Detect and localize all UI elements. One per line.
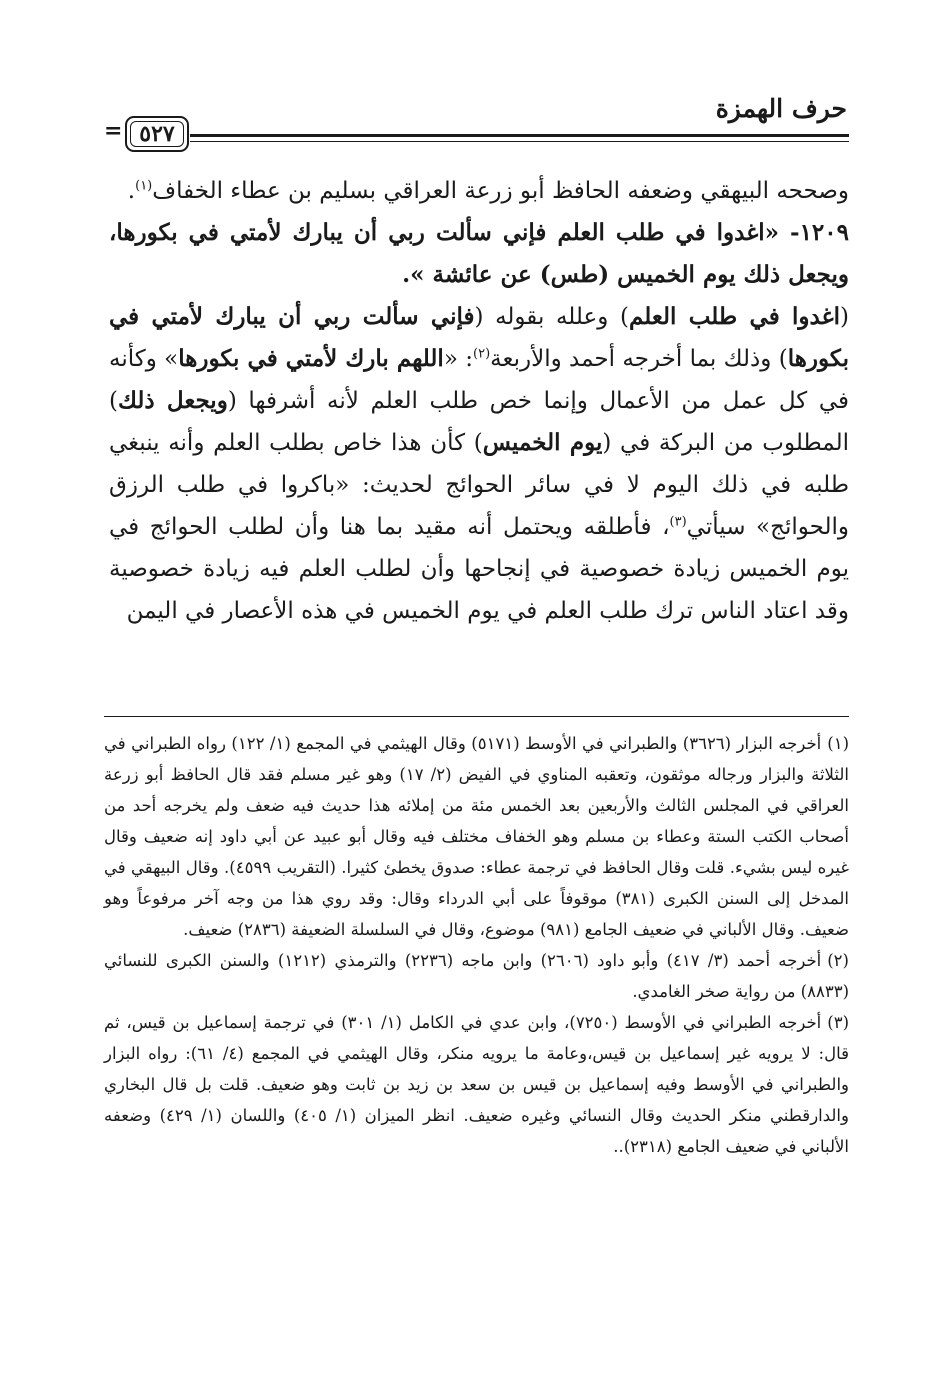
footnote-ref-3: (٣): [669, 514, 687, 530]
commentary-quote: اغدوا في طلب العلم: [628, 303, 841, 330]
paragraph-commentary: [109, 296, 849, 632]
commentary-quote: اللهم بارك لأمتي في بكورها: [178, 345, 444, 372]
footnote-text: أخرجه أحمد (٣/ ٤١٧) وأبو داود (٢٦٠٦) وابن ماجه (٢٢٣٦) والترمذي (١٢١٢) والسنن الكبرى للنسائي (٨٨٣٣) من رواية صخر الغامدي.: [104, 951, 849, 1001]
commentary-text: ) المطلوب من البركة في (: [109, 388, 849, 456]
footnote-1: [104, 728, 849, 945]
commentary-text: : «: [443, 346, 473, 372]
footnote-text: أخرجه الطبراني في الأوسط (٧٢٥٠)، وابن عدي في الكامل (١/ ٣٠١) في ترجمة إسماعيل بن قيس، ثم قال: لا يرويه غير إسماعيل بن قيس،وعامة ما يرويه منكر، وقال الهيثمي في المجمع (٤/ ٦١): رواه البزار والطبراني في الأوسط وفيه إسماعيل بن قيس بن سعد بن زيد بن ثابت وهو ضعيف. قلت بل قال البخاري والدارقطني منكر الحديث وقال النسائي وغيره ضعيف. انظر الميزان (١/ ٤٠٥) واللسان (١/ ٤٢٩) وضعفه الألباني في ضعيف الجامع (٢٣١٨)..: [104, 1013, 849, 1156]
page-number: ٥٢٧: [125, 116, 189, 152]
intro-text: وصححه البيهقي وضعفه الحافظ أبو زرعة العراقي بسليم بن عطاء الخفاف: [152, 178, 849, 204]
footnote-label: (١): [827, 734, 850, 753]
commentary-text: ) كأن هذا خاص بطلب العلم وأنه ينبغي طلبه في ذلك اليوم لا في سائر الحوائج لحديث: «باكروا في طلب الرزق والحوائج» سيأتي: [109, 430, 850, 540]
footnote-label: (٢): [827, 951, 849, 970]
footnote-text: أخرجه البزار (٣٦٢٦) والطبراني في الأوسط (٥١٧١) وقال الهيثمي في المجمع (١/ ١٢٢) رواه الطبراني في الثلاثة والبزار ورجاله موثقون، وتعقبه المناوي في الفيض (٢/ ١٧) وهو غير مسلم فقد قال الحافظ أبو زرعة العراقي في المجلس الثالث والأربعين بعد الخمس مئة من إملائه هذا حديث فيه ضعف ولم يخرجه أحد من أصحاب الكتب الستة وعطاء بن مسلم وهو الخفاف مختلف فيه وقال أبو عبيد عن أبي داود إنه ضعيف وقال غيره ليس بشيء. قلت وقال الحافظ في ترجمة عطاء: صدوق يخطئ كثيرا. (التقريب ٤٥٩٩). وقال البيهقي في المدخل إلى السنن الكبرى (٣٨١) موقوفاً على أبي الدرداء وقال: وقد روي هذا من وجه آخر مرفوعاً وهو ضعيف. وقال الألباني في ضعيف الجامع (٩٨١) موضوع، وقال في السلسلة الضعيفة (٢٨٣٦) ضعيف.: [104, 734, 849, 939]
footnote-ref-2: (٢): [473, 346, 491, 362]
commentary-quote: فإني سألت ربي أن يبارك لأمتي في بكورها: [109, 303, 849, 372]
chapter-title: حرف الهمزة: [715, 94, 847, 123]
footnote-separator: [104, 716, 849, 717]
hadith-text: ١٢٠٩- «اغدوا في طلب العلم فإني سألت ربي أن يبارك لأمتي في بكورها، ويجعل ذلك يوم الخميس (طس) عن عائشة ».: [109, 219, 849, 288]
header-rule: [190, 134, 849, 142]
footnote-ref-1: (١): [135, 178, 153, 194]
footnote-label: (٣): [827, 1013, 850, 1032]
footnotes: [104, 728, 849, 1162]
commentary-text: (: [840, 304, 849, 330]
footnote-3: [104, 1007, 849, 1162]
intro-end: .: [127, 178, 136, 204]
commentary-text: » وكأنه في كل عمل من الأعمال وإنما خص طلب العلم لأنه أشرفها (: [109, 346, 850, 414]
paragraph-intro: [109, 170, 849, 212]
commentary-text: ) وعلله بقوله (: [474, 304, 629, 330]
commentary-quote: يوم الخميس: [482, 429, 603, 456]
page-number-marker: =: [104, 118, 123, 144]
commentary-text: ، فأطلقه ويحتمل أنه مقيد بما هنا وأن لطلب الحوائج في يوم الخميس زيادة خصوصية في إنجاحها وأن لطلب العلم فيه زيادة خصوصية وقد اعتاد الناس ترك طلب العلم في يوم الخميس في هذه الأعصار في اليمن: [109, 514, 849, 624]
commentary-quote: ويجعل ذلك: [117, 387, 228, 414]
main-text: [109, 170, 849, 632]
footnote-2: [104, 945, 849, 1007]
commentary-text: ) وذلك بما أخرجه أحمد والأربعة: [490, 346, 788, 372]
